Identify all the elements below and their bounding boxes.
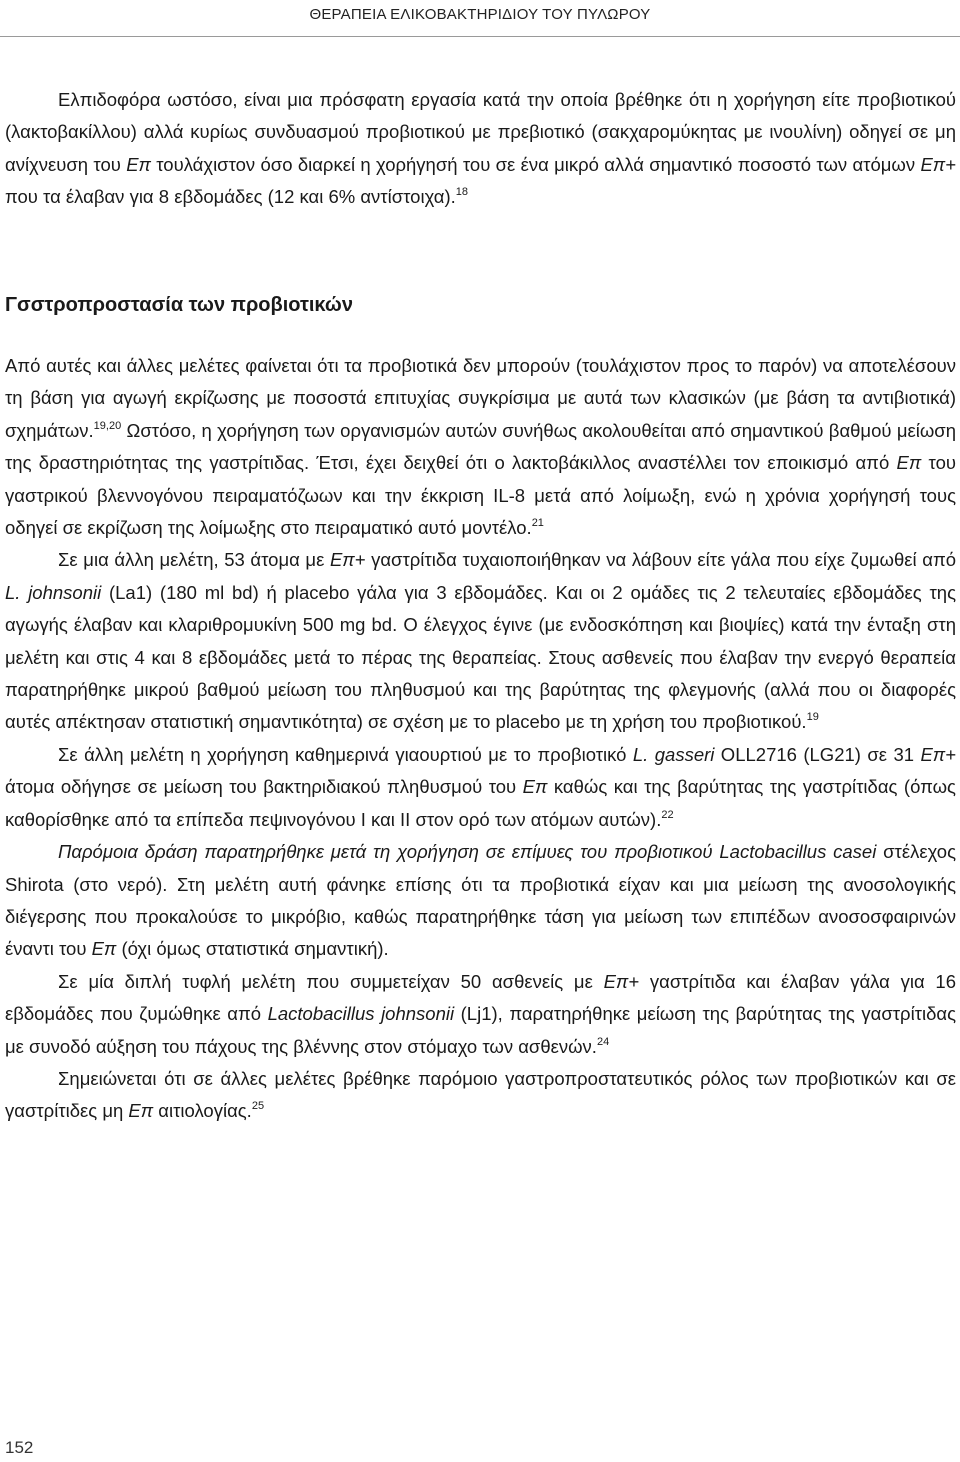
- text-run: (La1) (180 ml bd) ή placebo γάλα για 3 εβδομάδες. Και οι 2 ομάδες τις 2 τελευταίες εβδομάδες της αγωγής έλαβαν και κλαριθρομυκίνη 500 mg bd. Ο έλεγχος έγινε (με ενδοσκόπηση και βιοψίες) κατά την ένταξη στη μελέτη και στις 4 και 8 εβδομάδες μετά το πέρας της θεραπείας. Στους ασθενείς που έλαβαν την ενεργό θεραπεία παρατηρήθηκε μικρού βαθμού μείωση του πληθυσμού και της βαρύτητας της φλεγμονής (αλλά που οι διαφορές αυτές απέκτησαν στατιστική σημαντικότητα) σε σχέση με το placebo με τη χρήση του προβιοτικού.: [5, 581, 956, 733]
- paragraph: [5, 966, 956, 1063]
- hp-abbrev: Επ: [896, 452, 922, 474]
- intro-paragraph: [5, 84, 956, 213]
- running-header: ΘΕΡΑΠΕΙΑ ΕΛΙΚΟΒΑΚΤΗΡΙΔΙΟΥ ΤΟΥ ΠΥΛΩΡΟΥ: [309, 6, 651, 23]
- text-run: Από αυτές και άλλες μελέτες φαίνεται ότι τα προβιοτικά δεν μπορούν (τουλάχιστον προς το παρόν) να αποτελέσουν τη βάση για αγωγή εκρίζωσης με ποσοστά επιτυχίας συγκρίσιμα με αυτά των κλασικών (με βάση τα αντιβιοτικά) σχημάτων.: [5, 355, 956, 441]
- species-name: L. gasseri: [632, 743, 715, 765]
- text-run: Σημειώνεται ότι σε άλλες μελέτες βρέθηκε παρόμοιο γαστροπροστατευτικός ρόλος των προβιοτικών και σε γαστρίτιδες μη: [5, 1067, 956, 1122]
- paragraph: [5, 350, 956, 544]
- reference-superscript: 18: [455, 185, 469, 198]
- text-run: Σε μια άλλη μελέτη, 53 άτομα με: [58, 549, 330, 571]
- hp-abbrev: Επ+: [329, 549, 366, 571]
- text-run: άτομα οδήγησε σε μείωση του βακτηριδιακού πληθυσμού του: [5, 776, 523, 798]
- header-divider: [0, 36, 960, 37]
- hp-abbrev: Επ+: [920, 743, 956, 765]
- italic-run: Παρόμοια δράση παρατηρήθηκε μετά τη χορήγηση σε επίμυες του προβιοτικού Lactobacillus casei: [58, 841, 877, 863]
- paragraph: [5, 1063, 956, 1128]
- reference-superscript: 22: [661, 808, 674, 821]
- reference-superscript: 19: [806, 711, 819, 724]
- reference-superscript: 24: [596, 1035, 610, 1048]
- hp-abbrev: Επ: [522, 776, 548, 798]
- text-run: τουλάχιστον όσο διαρκεί η χορήγησή του σε ένα μικρό αλλά σημαντικό ποσοστό των ατόμων: [150, 153, 921, 175]
- text-run: αιτιολογίας.: [153, 1100, 252, 1122]
- text-run: Ωστόσο, η χορήγηση των οργανισμών αυτών συνήθως ακολουθείται από σημαντικού βαθμού μείωση της δραστηριότητας της γαστρίτιδας. Έτσι, έχει δειχθεί ότι ο λακτοβάκιλλος αναστέλλει τον εποικισμό από: [5, 419, 956, 474]
- intro-section: [5, 84, 956, 213]
- paragraph: [5, 836, 956, 966]
- hp-abbrev: Επ+: [603, 970, 640, 992]
- paragraph: [5, 544, 956, 738]
- text-run: στέλεχος Shirota (στο νερό). Στη μελέτη αυτή φάνηκε επίσης ότι τα προβιοτικά είχαν και μια μείωση της ανοσολογικής διέγερσης που προκαλούσε το μικρόβιο, καθώς παρατηρήθηκε τάση για μείωση των επιπέδων ανοσοσφαιρινών έναντι του: [5, 841, 957, 960]
- text-run: καθώς και της βαρύτητας της γαστρίτιδας (όπως καθορίσθηκε από τα επίπεδα πεψινογόνου I και II στον ορό των ατόμων αυτών).: [5, 776, 956, 830]
- paragraph: [5, 739, 956, 836]
- hp-abbrev: Επ: [128, 1100, 154, 1122]
- main-section: [5, 350, 956, 1128]
- section-heading: Γσστροπροστασία των προβιοτικών: [5, 294, 353, 316]
- reference-superscript: 21: [531, 517, 544, 530]
- reference-superscript: 19,20: [93, 419, 122, 432]
- hp-abbrev: Επ+: [920, 153, 956, 175]
- text-run: (όχι όμως στατιστικά σημαντική).: [116, 938, 389, 960]
- reference-superscript: 25: [251, 1100, 265, 1113]
- hp-abbrev: Επ: [126, 153, 151, 175]
- species-name: Lactobacillus johnsonii: [267, 1003, 455, 1025]
- text-run: που τα έλαβαν για 8 εβδομάδες (12 και 6% αντίστοιχα).: [5, 185, 456, 207]
- text-run: (Lj1), παρατηρήθηκε μείωση της βαρύτητας της γαστρίτιδας με συνοδό αύξηση του πάχους της βλέννης στον στόμαχο των ασθενών.: [5, 1003, 957, 1057]
- hp-abbrev: Επ: [91, 938, 117, 960]
- species-name: L. johnsonii: [5, 581, 102, 603]
- page-number: 152: [5, 1438, 34, 1457]
- text-run: του γαστρικού βλεννογόνου πειραματόζωων και την έκκριση IL-8 μετά από λοίμωξη, ενώ η χρόνια χορήγησή τους οδηγεί σε εκρίζωση της λοίμωξης στο πειραματικό αυτό μοντέλο.: [5, 452, 956, 539]
- text-run: Σε άλλη μελέτη η χορήγηση καθημερινά γιαουρτιού με το προβιοτικό: [58, 743, 633, 765]
- text-run: Σε μία διπλή τυφλή μελέτη που συμμετείχαν 50 ασθενείς με: [58, 970, 604, 992]
- text-run: OLL2716 (LG21) σε 31: [714, 743, 921, 765]
- text-run: γαστρίτιδα τυχαιοποιήθηκαν να λάβουν είτε γάλα που είχε ζυμωθεί από: [365, 549, 957, 571]
- text-run: Ελπιδοφόρα ωστόσο, είναι μια πρόσφατη εργασία κατά την οποία βρέθηκε ότι η χορήγηση είτε προβιοτικού (λακτοβακίλλου) αλλά κυρίως συνδυασμού προβιοτικού με πρεβιοτικό (σακχαρομύκητας με ινουλίνη) οδηγεί σε μη ανίχνευση του: [5, 89, 956, 175]
- text-run: γαστρίτιδα και έλαβαν γάλα για 16 εβδομάδες που ζυμώθηκε από: [5, 970, 956, 1025]
